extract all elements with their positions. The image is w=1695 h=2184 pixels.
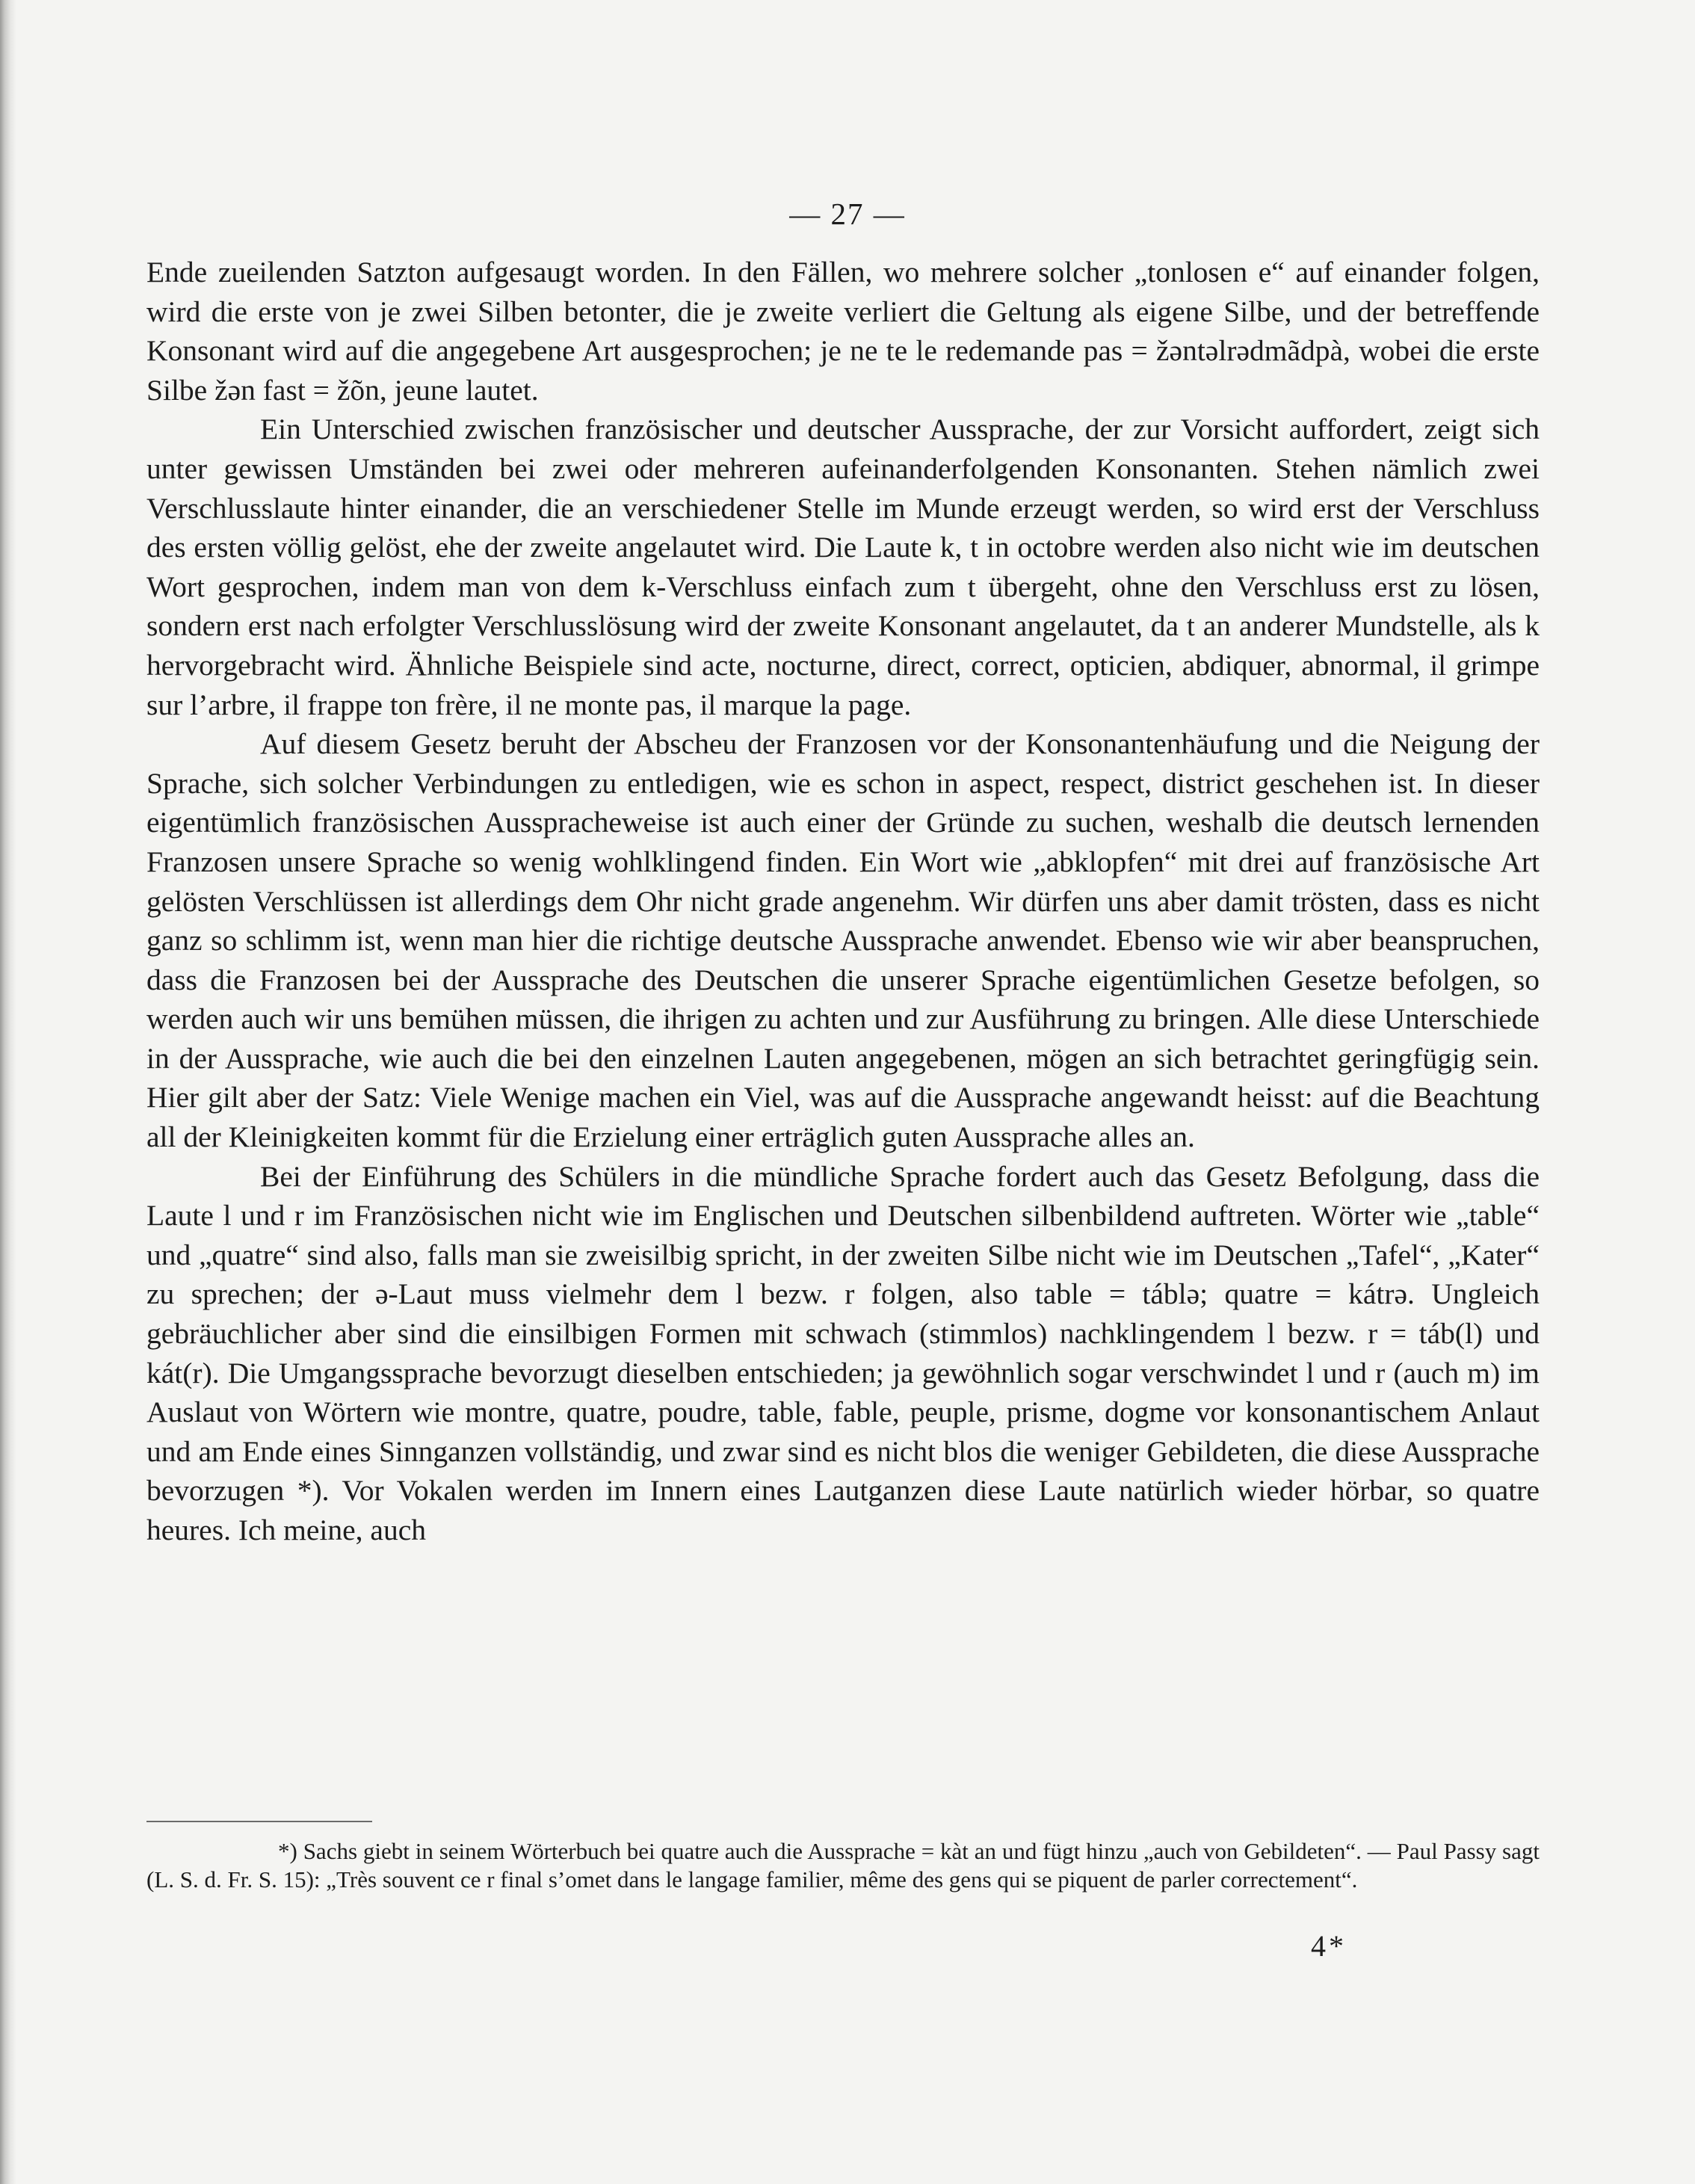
paragraph-1: Ende zueilenden Satzton aufgesaugt worden. In den Fällen, wo mehrere solcher „tonlosen e“ auf einander folgen, wird die erste von je zwei Silben betonter, die je zweite verliert die Geltung als eigene Silbe, und der betreffende Konsonant wird auf die angegebene Art ausgesprochen; je ne te le redemande pas = žəntəlrədmãdpà, wobei die erste Silbe žən fast = žõn, jeune lautet.: [146, 256, 1540, 407]
page-binding-edge: [0, 0, 16, 2184]
body-text: [146, 253, 1540, 1550]
footnote-divider: [146, 1821, 372, 1822]
paragraph-2: Ein Unterschied zwischen französischer und deutscher Aussprache, der zur Vorsicht auffordert, zeigt sich unter gewissen Umständen bei zwei oder mehreren aufeinanderfolgenden Konsonanten. Stehen nämlich zwei Verschlusslaute hinter einander, die an verschiedener Stelle im Munde erzeugt werden, so wird erst der Verschluss des ersten völlig gelöst, ehe der zweite angelautet wird. Die Laute k, t in octobre werden also nicht wie im deutschen Wort gesprochen, indem man von dem k-Verschluss einfach zum t übergeht, ohne den Verschluss erst zu lösen, sondern erst nach erfolgter Verschlusslösung wird der zweite Konsonant angelautet, da t an anderer Mundstelle, als k hervorgebracht wird. Ähnliche Beispiele sind acte, nocturne, direct, correct, opticien, abdiquer, abnormal, il grimpe sur l’arbre, il frappe ton frère, il ne monte pas, il marque la page.: [146, 413, 1540, 721]
signature-mark: 4*: [1311, 1929, 1347, 1963]
paragraph-4: Bei der Einführung des Schülers in die mündliche Sprache fordert auch das Gesetz Befolgung, dass die Laute l und r im Französischen nicht wie im Englischen und Deutschen silbenbildend auftreten. Wörter wie „table“ und „quatre“ sind also, falls man sie zweisilbig spricht, in der zweiten Silbe nicht wie im Deutschen „Tafel“, „Kater“ zu sprechen; der ə-Laut muss vielmehr dem l bezw. r folgen, also table = táblə; quatre = kátrə. Ungleich gebräuchlicher aber sind die einsilbigen Formen mit schwach (stimmlos) nachklingendem l bezw. r = táb(l) und kát(r). Die Umgangssprache bevorzugt dieselben entschieden; ja gewöhnlich sogar verschwindet l und r (auch m) im Auslaut von Wörtern wie montre, quatre, poudre, table, fable, peuple, prisme, dogme vor konsonantischem Anlaut und am Ende eines Sinnganzen vollständig, und zwar sind es nicht blos die weniger Gebildeten, die diese Aussprache bevorzugen *). Vor Vokalen werden im Innern eines Lautganzen diese Laute natürlich wieder hörbar, so quatre heures. Ich meine, auch: [146, 1159, 1540, 1546]
paragraph-3: Auf diesem Gesetz beruht der Abscheu der Franzosen vor der Konsonantenhäufung und die Neigung der Sprache, sich solcher Verbindungen zu entledigen, wie es schon in aspect, respect, district geschehen ist. In dieser eigentümlich französischen Ausspracheweise ist auch einer der Gründe zu suchen, weshalb die deutsch lernenden Franzosen unsere Sprache so wenig wohlklingend finden. Ein Wort wie „abklopfen“ mit drei auf französische Art gelösten Verschlüssen ist allerdings dem Ohr nicht grade angenehm. Wir dürfen uns aber damit trösten, dass es nicht ganz so schlimm ist, wenn man hier die richtige deutsche Aussprache anwendet. Ebenso wie wir aber beanspruchen, dass die Franzosen bei der Aussprache des Deutschen die unserer Sprache eigentümlichen Gesetze befolgen, so werden auch wir uns bemühen müssen, die ihrigen zu achten und zur Ausführung zu bringen. Alle diese Unterschiede in der Aussprache, wie auch die bei den einzelnen Lauten angegebenen, mögen an sich betrachtet geringfügig sein. Hier gilt aber der Satz: Viele Wenige machen ein Viel, was auf die Aussprache angewandt heisst: auf die Beachtung all der Kleinigkeiten kommt für die Erzielung einer erträglich guten Aussprache alles an.: [146, 727, 1540, 1154]
footnote: *) Sachs giebt in seinem Wörterbuch bei quatre auch die Aussprache = kàt an und fügt hinzu „auch von Gebildeten“. — Paul Passy sagt (L. S. d. Fr. S. 15): „Très souvent ce r final s’omet dans le langage familier, même des gens qui se piquent de parler correctement“.: [146, 1838, 1540, 1893]
page-number: — 27 —: [789, 197, 906, 231]
